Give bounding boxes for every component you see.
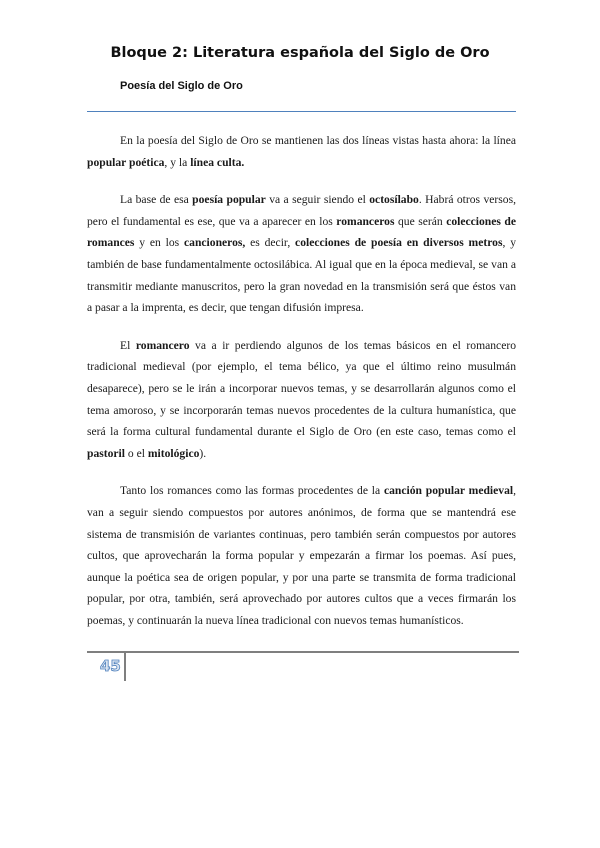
bold-term: poesía popular: [192, 193, 266, 207]
page-title: Bloque 2: Literatura española del Siglo de Oro: [110, 45, 490, 61]
bold-term: canción popular medieval: [383, 484, 514, 498]
footer-vertical-divider: [124, 651, 126, 681]
paragraph: La base de esa poesía popular va a seguir siendo el octosílabo. Habrá otros versos, pero el fundamental es ese, que va a aparecer en los romanceros que serán colecciones de romances y en los cancioneros, es decir, colecciones de poesía en diversos metros, y también de base fundamentalmente octosilábica. Al igual que en la época medieval, se van a transmitir mediante manuscritos, pero la gran novedad en la transmisión será que éstos van a pasar a la imprenta, es decir, que tengan difusión impresa.: [87, 193, 517, 315]
paragraph: Tanto los romances como las formas procedentes de la canción popular medieval, van a seguir siendo compuestos por autores anónimos, de forma que se mantendrá ese sistema de transmisión de variantes continuas, pero también serán compuestos por autores cultos, que aprovecharán la forma popular y empezarán a firmar los poemas. Así pues, aunque la poética sea de origen popular, y por una parte se transmita de forma tradicional popular, por otra, también, será aprovechado por autores cultos que a veces firmarán los poemas, y continuarán la nueva línea tradicional con nuevos temas humanísticos.: [87, 484, 517, 627]
bold-term: romancero: [135, 338, 190, 352]
header-divider: [87, 111, 516, 112]
document-body: [87, 130, 516, 647]
bold-term: cancioneros,: [184, 236, 246, 250]
paragraph: El romancero va a ir perdiendo algunos de los temas básicos en el romancero tradicional medieval (por ejemplo, el tema bélico, ya que el último reino musulmán desaparece), pero se le irán a incorporar nuevos temas, y se desarrollarán algunos como el tema amoroso, y se incorporarán temas nuevos procedentes de la cultura humanística, que será la forma cultural fundamental durante el Siglo de Oro (en este caso, temas como el pastoril o el mitológico).: [87, 338, 517, 460]
bold-term: popular poética: [87, 155, 165, 169]
bold-term: pastoril: [87, 446, 126, 460]
bold-term: línea culta.: [190, 155, 245, 169]
bold-term: colecciones de romances: [87, 214, 517, 250]
bold-term: mitológico: [147, 446, 200, 460]
footer-divider: [87, 651, 519, 653]
section-subtitle: Poesía del Siglo de Oro: [120, 80, 243, 92]
bold-term: colecciones de poesía en diversos metros: [295, 236, 503, 250]
bold-term: octosílabo: [369, 193, 419, 207]
page-number: 45: [100, 657, 121, 675]
bold-term: romanceros: [336, 214, 395, 228]
paragraph: En la poesía del Siglo de Oro se mantienen las dos líneas vistas hasta ahora: la línea popular poética, y la línea culta.: [87, 134, 516, 169]
